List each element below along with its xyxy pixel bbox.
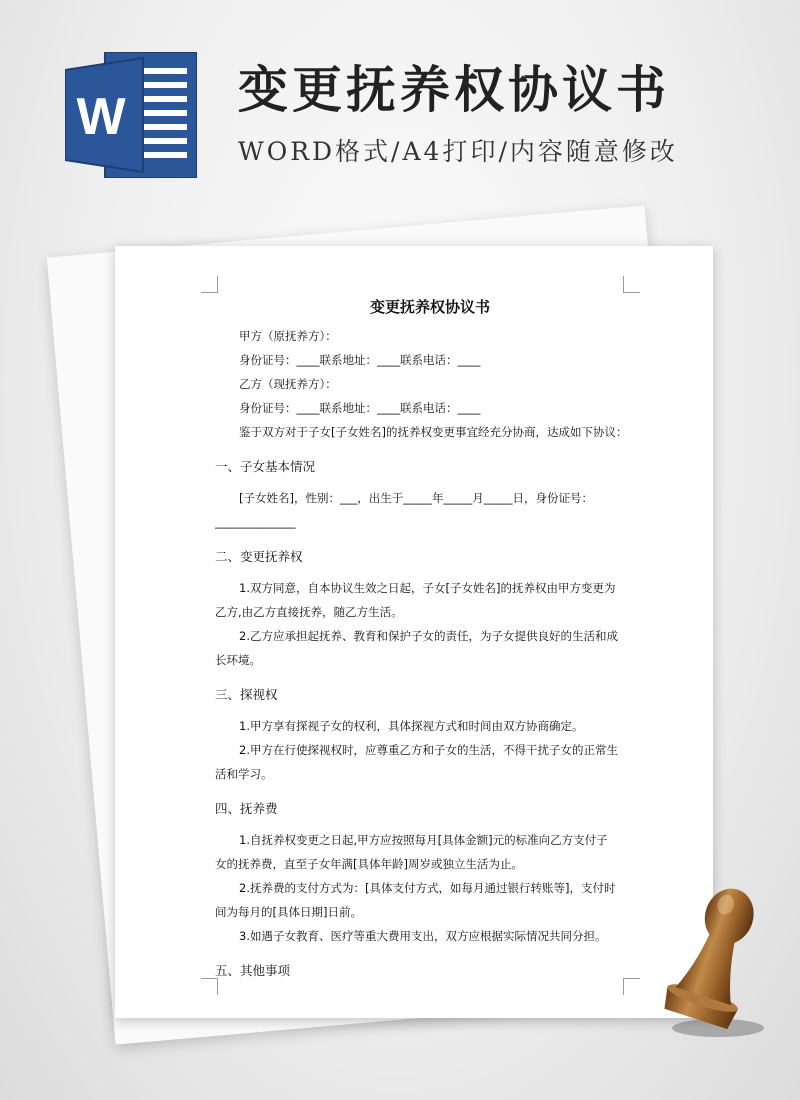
party-a-info: 身份证号：____联系地址：____联系电话：____ <box>239 353 481 367</box>
intro-paragraph: 鉴于双方对于子女[子女姓名]的抚养权变更事宜经充分协商，达成如下协议： <box>239 425 628 439</box>
page-subtitle: WORD格式/A4打印/内容随意修改 <box>238 137 678 166</box>
crop-mark <box>201 276 218 293</box>
section-heading: 一、子女基本情况 <box>215 459 316 474</box>
word-document-icon <box>65 52 197 178</box>
crop-mark <box>623 276 640 293</box>
section-heading: 五、其他事项 <box>215 963 291 978</box>
paragraph-line: 2.抚养费的支付方式为：[具体支付方式，如每月通过银行转账等]，支付时 <box>239 881 616 895</box>
document-title: 变更抚养权协议书 <box>369 298 490 316</box>
party-a-label: 甲方（原抚养方）： <box>239 329 337 343</box>
paragraph-line: 2.甲方在行使探视权时，应尊重乙方和子女的生活，不得干扰子女的正常生 <box>239 743 618 757</box>
paragraph-line: 1.甲方享有探视子女的权利，具体探视方式和时间由双方协商确定。 <box>239 719 584 733</box>
paragraph-line: 1.双方同意，自本协议生效之日起，子女[子女姓名]的抚养权由甲方变更为 <box>239 581 616 595</box>
paragraph-line: 乙方,由乙方直接抚养，随乙方生活。 <box>215 605 403 619</box>
child-info-line: [子女姓名]，性别：___，出生于_____年_____月_____日，身份证号： <box>239 491 593 505</box>
svg-text:W: W <box>76 88 126 146</box>
party-b-label: 乙方（现抚养方）： <box>239 377 337 391</box>
child-id-blank: ______________ <box>215 515 296 529</box>
paragraph-line: 2.乙方应承担起抚养、教育和保护子女的责任，为子女提供良好的生活和成 <box>239 629 618 643</box>
paragraph-line: 3.如遇子女教育、医疗等重大费用支出，双方应根据实际情况共同分担。 <box>239 929 607 943</box>
page-title: 变更抚养权协议书 <box>238 60 670 119</box>
paragraph-line: 间为每月的[具体日期]日前。 <box>215 905 362 919</box>
section-heading: 二、变更抚养权 <box>215 549 303 564</box>
paragraph-line: 1.自抚养权变更之日起,甲方应按照每月[具体金额]元的标准向乙方支付子 <box>239 833 608 847</box>
document-body <box>215 296 635 984</box>
section-heading: 四、抚养费 <box>215 801 278 816</box>
paragraph-line: 女的抚养费，直至子女年满[具体年龄]周岁或独立生活为止。 <box>215 857 523 871</box>
paragraph-line: 长环境。 <box>215 653 261 667</box>
section-heading: 三、探视权 <box>215 687 278 702</box>
wooden-stamp-icon <box>640 870 780 1040</box>
paragraph-line: 活和学习。 <box>215 767 273 781</box>
party-b-info: 身份证号：____联系地址：____联系电话：____ <box>239 401 481 415</box>
document-page <box>115 246 713 1018</box>
